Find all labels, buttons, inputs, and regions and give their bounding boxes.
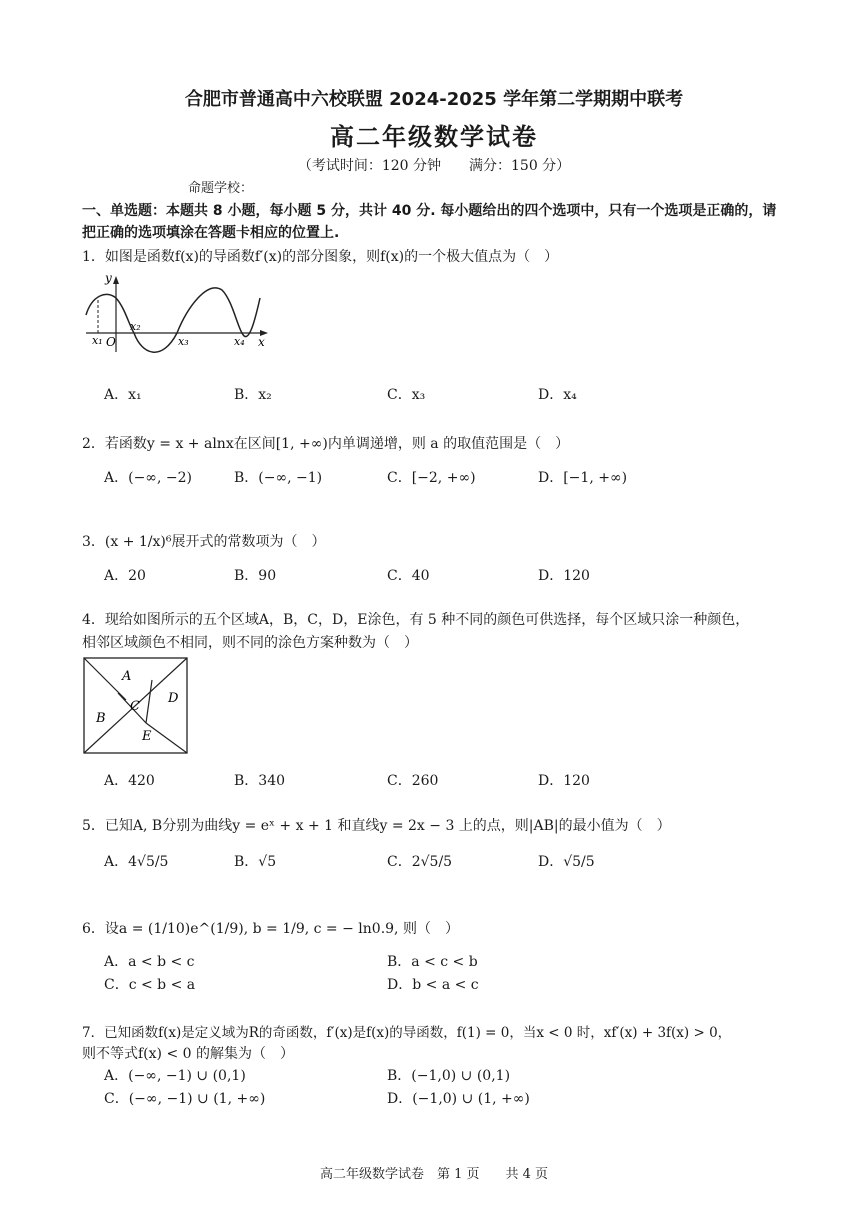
- derivative-graph-figure: [82, 270, 272, 360]
- y-axis-label: y: [105, 271, 112, 285]
- q2-option-d[interactable]: D．[−1, +∞): [538, 470, 628, 486]
- question-2-stem: 2．若函数y = x + alnx在区间[1, +∞)内单调递增，则 a 的取值范围是（ ）: [82, 436, 570, 452]
- section-heading: 一、单选题：本题共 8 小题，每小题 5 分，共计 40 分. 每小题给出的四个选项中，只有一个选项是正确的，请把正确的选项填涂在答题卡相应的位置上.: [82, 203, 777, 241]
- q1-option-c[interactable]: C．x₃: [387, 387, 426, 403]
- region-d-label: D: [168, 691, 179, 706]
- question-6-stem: 6．设a = (1/10)e^(1/9), b = 1/9, c = − ln0.9, 则（ ）: [82, 921, 459, 937]
- y-axis-arrow: [113, 276, 119, 284]
- exam-info: （考试时间：120 分钟 满分：150 分）: [297, 158, 571, 174]
- q6-option-a[interactable]: A．a < b < c: [104, 954, 195, 970]
- region-a-label: A: [122, 669, 132, 684]
- x-axis-label: x: [258, 335, 265, 349]
- region-e-label: E: [142, 729, 152, 744]
- q1-option-b[interactable]: B．x₂: [234, 387, 272, 403]
- question-7-stem-line2: 则不等式f(x) < 0 的解集为（ ）: [82, 1046, 294, 1062]
- question-5-stem: 5．已知A, B分别为曲线y = eˣ + x + 1 和直线y = 2x − 3 上的点，则|AB|的最小值为（ ）: [82, 818, 671, 834]
- x3-label: x₃: [178, 335, 189, 348]
- exam-title: 合肥市普通高中六校联盟 2024-2025 学年第二学期期中联考: [184, 89, 684, 110]
- q5-option-c[interactable]: C．2√5/5: [387, 854, 453, 870]
- q3-option-d[interactable]: D．120: [538, 568, 590, 584]
- q6-option-c[interactable]: C．c < b < a: [104, 977, 196, 993]
- q7-option-c[interactable]: C．(−∞, −1) ∪ (1, +∞): [104, 1091, 266, 1107]
- q6-option-d[interactable]: D．b < a < c: [387, 977, 479, 993]
- x2-label: x₂: [130, 320, 141, 333]
- region-divider: [146, 680, 152, 723]
- x4-label: x₄: [234, 335, 245, 348]
- q7-option-a[interactable]: A．(−∞, −1) ∪ (0,1): [104, 1068, 246, 1084]
- q1-option-a[interactable]: A．x₁: [104, 387, 142, 403]
- question-1-stem: 1．如图是函数f(x)的导函数f′(x)的部分图象，则f(x)的一个极大值点为（ ）: [82, 249, 559, 265]
- q4-option-d[interactable]: D．120: [538, 773, 590, 789]
- q2-option-a[interactable]: A．(−∞, −2): [104, 470, 192, 486]
- question-3-stem: 3．(x + 1/x)⁶展开式的常数项为（ ）: [82, 534, 326, 550]
- q5-option-d[interactable]: D．√5/5: [538, 854, 595, 870]
- q5-option-b[interactable]: B．√5: [234, 854, 277, 870]
- region-coloring-figure: [82, 656, 190, 756]
- q3-option-c[interactable]: C．40: [387, 568, 430, 584]
- x1-label: x₁: [92, 334, 103, 347]
- q6-option-b[interactable]: B．a < c < b: [387, 954, 478, 970]
- region-b-label: B: [96, 711, 106, 726]
- origin-label: O: [106, 335, 116, 349]
- region-divider: [146, 723, 187, 753]
- q5-option-a[interactable]: A．4√5/5: [104, 854, 169, 870]
- question-7-stem-line1: 7．已知函数f(x)是定义域为R的奇函数，f′(x)是f(x)的导函数，f(1) = 0，当x < 0 时，xf′(x) + 3f(x) > 0，: [82, 1025, 732, 1041]
- question-4-stem-line2: 相邻区域颜色不相同，则不同的涂色方案种数为（ ）: [82, 635, 418, 651]
- question-4-stem-line1: 4．现给如图所示的五个区域A，B，C，D，E涂色，有 5 种不同的颜色可供选择，每个区域只涂一种颜色，: [82, 612, 750, 628]
- exam-subtitle: 高二年级数学试卷: [330, 123, 538, 151]
- q3-option-a[interactable]: A．20: [104, 568, 146, 584]
- q3-option-b[interactable]: B．90: [234, 568, 277, 584]
- school-label: 命题学校：: [188, 181, 254, 196]
- region-divider: [84, 658, 126, 700]
- q7-option-b[interactable]: B．(−1,0) ∪ (0,1): [387, 1068, 511, 1084]
- q4-option-a[interactable]: A．420: [104, 773, 155, 789]
- region-c-label: C: [130, 699, 140, 714]
- q2-option-b[interactable]: B．(−∞, −1): [234, 470, 323, 486]
- q4-option-c[interactable]: C．260: [387, 773, 439, 789]
- q4-option-b[interactable]: B．340: [234, 773, 286, 789]
- q7-option-d[interactable]: D．(−1,0) ∪ (1, +∞): [387, 1091, 530, 1107]
- q1-option-d[interactable]: D．x₄: [538, 387, 577, 403]
- q2-option-c[interactable]: C．[−2, +∞): [387, 470, 476, 486]
- page-footer: 高二年级数学试卷 第 1 页 共 4 页: [319, 1167, 549, 1182]
